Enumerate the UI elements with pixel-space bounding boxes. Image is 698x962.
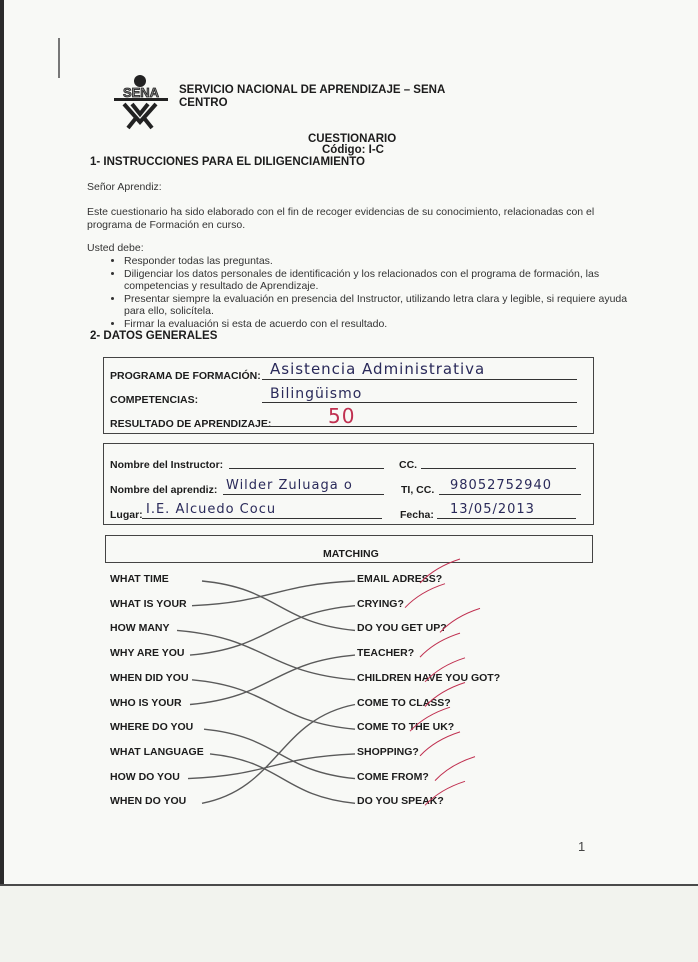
ticc-label: TI, CC. [401,484,435,496]
matching-left-item[interactable]: WHERE DO YOU [110,721,194,734]
instruction-item: • Responder todas las preguntas. [124,255,644,268]
competencias-label: COMPETENCIAS: [110,394,199,406]
matching-right-item[interactable]: DO YOU GET UP? [357,622,447,635]
section-2-title: 2- DATOS GENERALES [90,330,218,342]
matching-right-item[interactable]: COME TO THE UK? [357,721,455,734]
programa-label: PROGRAMA DE FORMACIÓN: [110,370,261,382]
matching-connector-line [204,729,355,778]
matching-connector-line [192,680,355,729]
grading-check-mark [420,633,460,657]
matching-right-item[interactable]: CRYING? [357,597,404,610]
matching-left-item[interactable]: HOW DO YOU [110,770,180,783]
greeting: Señor Aprendiz: [87,181,162,193]
lugar-label: Lugar: [110,509,143,521]
fecha-label: Fecha: [400,509,434,521]
cc-label: CC. [399,459,418,471]
doc-title: CUESTIONARIO [308,133,397,145]
svg-text:SENA: SENA [122,85,160,100]
matching-right-item[interactable]: TEACHER? [357,647,415,660]
fecha-value[interactable]: 13/05/2013 [450,502,535,517]
doc-code: Código: I-C [322,144,384,156]
instruction-item: • Presentar siempre la evaluación en presencia del Instructor, utilizando letra clara y legible, si requiere ayuda para ello, solicítela. [124,293,644,318]
org-center: CENTRO [179,97,228,109]
matching-right-item[interactable]: EMAIL ADRESS? [357,573,443,585]
section-1-title: 1- INSTRUCCIONES PARA EL DILIGENCIAMIENTO [90,156,365,168]
instruction-item: • Firmar la evaluación si esta de acuerdo con el resultado. [124,318,644,331]
matching-connector-line [190,606,355,655]
grading-check-mark [425,781,465,805]
matching-connector-line [192,581,355,606]
ticc-value[interactable]: 98052752940 [450,478,552,493]
matching-left-item[interactable]: WHAT TIME [110,573,169,585]
matching-left-item[interactable]: HOW MANY [110,622,170,635]
matching-connector-line [202,705,355,804]
grading-check-mark [435,757,475,781]
aprendiz-value[interactable]: Wilder Zuluaga o [226,478,353,493]
grading-check-mark [420,559,460,583]
resultado-score[interactable]: 50 [328,404,356,428]
matching-connector-line [210,754,355,803]
matching-connector-line [202,581,355,630]
grading-check-mark [410,707,450,731]
matching-right-item[interactable]: COME TO CLASS? [357,696,451,709]
instructor-label: Nombre del Instructor: [110,459,224,471]
matching-left-item[interactable]: WHEN DID YOU [110,671,189,684]
intro-text: Este cuestionario ha sido elaborado con el fin de recoger evidencias de su conocimiento, relacionadas con el programa de Formación en curso. [87,206,595,231]
page-number: 1 [578,839,586,854]
competencias-value[interactable]: Bilingüismo [270,386,363,402]
matching-connector-line [190,655,355,704]
aprendiz-label: Nombre del aprendiz: [110,484,218,496]
matching-title: MATCHING [323,548,379,560]
matching-left-item[interactable]: WHAT LANGUAGE [110,745,204,758]
matching-right-item[interactable]: COME FROM? [357,770,429,783]
grading-check-mark [425,683,465,707]
resultado-label: RESULTADO DE APRENDIZAJE: [110,418,272,430]
lugar-value[interactable]: I.E. Alcuedo Cocu [146,502,277,517]
matching-right-item[interactable]: CHILDREN HAVE YOU GOT? [357,671,501,684]
matching-left-item[interactable]: WHEN DO YOU [110,795,187,808]
matching-left-item[interactable]: WHO IS YOUR [110,696,182,709]
instruction-item: • Diligenciar los datos personales de identificación y los relacionados con el programa de formación, las competencias y resultado de Aprendizaje. [124,268,644,293]
grading-check-mark [425,658,465,682]
matching-connector-line [177,630,355,679]
grading-check-mark [420,732,460,756]
matching-right-item[interactable]: SHOPPING? [357,745,419,758]
grading-check-mark [405,584,445,608]
matching-right-item[interactable]: DO YOU SPEAK? [357,795,444,808]
must-label: Usted debe: [87,242,144,254]
programa-value[interactable]: Asistencia Administrativa [270,360,486,378]
matching-left-item[interactable]: WHAT IS YOUR [110,597,187,610]
grading-check-mark [440,608,480,632]
org-name: SERVICIO NACIONAL DE APRENDIZAJE – SENA [179,84,446,96]
matching-left-item[interactable]: WHY ARE YOU [110,647,185,660]
